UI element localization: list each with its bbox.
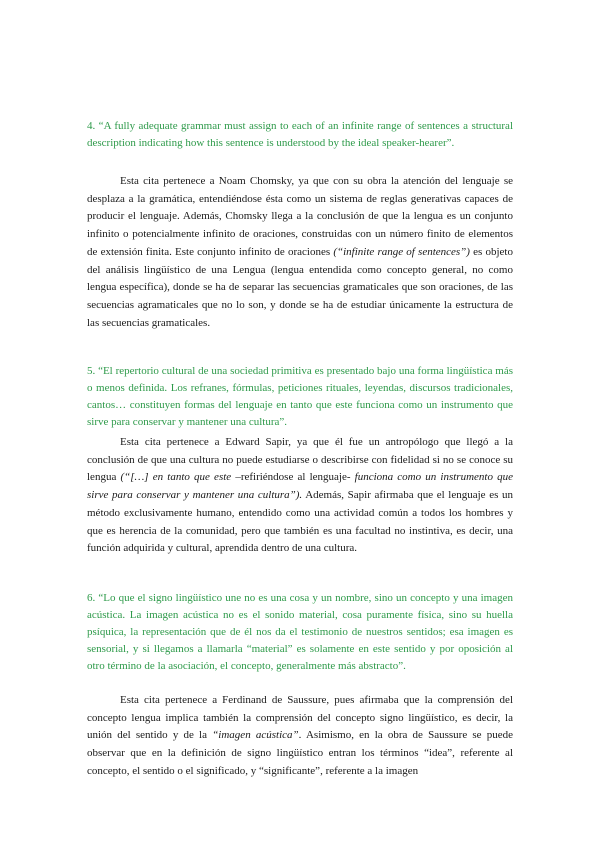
quote-4: 4. “A fully adequate grammar must assign to each of an infinite range of sentences a structural description indicating how this sentence is understood by the ideal speaker-hearer”.	[87, 120, 513, 149]
paragraph-chomsky	[87, 173, 513, 332]
paragraph-saussure	[87, 692, 513, 781]
paragraph-text: Esta cita pertenece a Noam Chomsky, ya que con su obra la atención del lenguaje se desplaza a la gramática, entendiéndose ésta como un sistema de reglas generativas capaces de producir el lenguaje. Además, Chomsky llega a la conclusión de que la lengua es un conjunto infinito o potencialmente infinito de oraciones, construidas con un número finito de elementos de extensión finita. Este conjunto infinito de oraciones	[87, 175, 513, 258]
paragraph-text: Esta cita pertenece a Ferdinand de Saussure, pues afirmaba que la comprensión del concepto lengua implica también la comprensión del concepto signo lingüístico, es decir, la unión del sentido y de la	[87, 694, 513, 742]
paragraph-text: es objeto del análisis lingüístico de una Lengua (lengua entendida como concepto general, no como lengua específica), donde se ha de separar las secuencias gramaticales que son oraciones, de las secuencias agramaticales que no lo son, y donde se ha de estudiar únicamente la estructura de las secuencias gramaticales.	[87, 245, 513, 329]
italic-citation: (“infinite range of sentences”)	[333, 245, 470, 258]
quote-6: 6. “Lo que el signo lingüístico une no es una cosa y un nombre, sino un concepto y una imagen acústica. La imagen acústica no es el sonido material, cosa puramente física, sino su huella psíquica, la representación que de él nos da el testimonio de nuestros sentidos; esa imagen es sensorial, y si llegamos a llamarla “material” es solamente en este sentido y por oposición al otro término de la asociación, el concepto, generalmente más abstracto”.	[87, 592, 513, 672]
paragraph-text: –refiriéndose al lenguaje-	[231, 471, 355, 484]
italic-citation: funciona como un instrumento que sirve para conservar y mantener una cultura”).	[87, 471, 514, 502]
paragraph-text: Además, Sapir afirmaba que el lenguaje es un método exclusivamente humano, entendido como una actividad común a todos los hombres y que es herencia de la comunidad, pero que también es una facultad no instintiva, es decir, una función adquirida y cultural, aprendida dentro de una cultura.	[87, 489, 513, 555]
italic-citation: (“[…] en tanto que este	[120, 471, 232, 484]
paragraph-sapir	[87, 434, 513, 558]
paragraph-text: Esta cita pertenece a Edward Sapir, ya que él fue un antropólogo que llegó a la conclusión de que una cultura no puede estudiarse o describirse con fidelidad si no se conoce su lengua	[87, 436, 513, 484]
quote-5: 5. “El repertorio cultural de una sociedad primitiva es presentado bajo una forma lingüística más o menos definida. Los refranes, fórmulas, peticiones rituales, leyendas, discursos tradicionales, cantos… constituyen formas del lenguaje en tanto que este funciona como un instrumento que sirve para conservar y mantener una cultura”.	[87, 365, 513, 428]
italic-citation: “imagen acústica”	[212, 729, 299, 742]
paragraph-text: . Asimismo, en la obra de Saussure se puede observar que en la definición de signo lingüístico entran los términos “idea”, referente al concepto, el sentido o el significado, y “significante”, referente a la imagen	[87, 729, 514, 777]
